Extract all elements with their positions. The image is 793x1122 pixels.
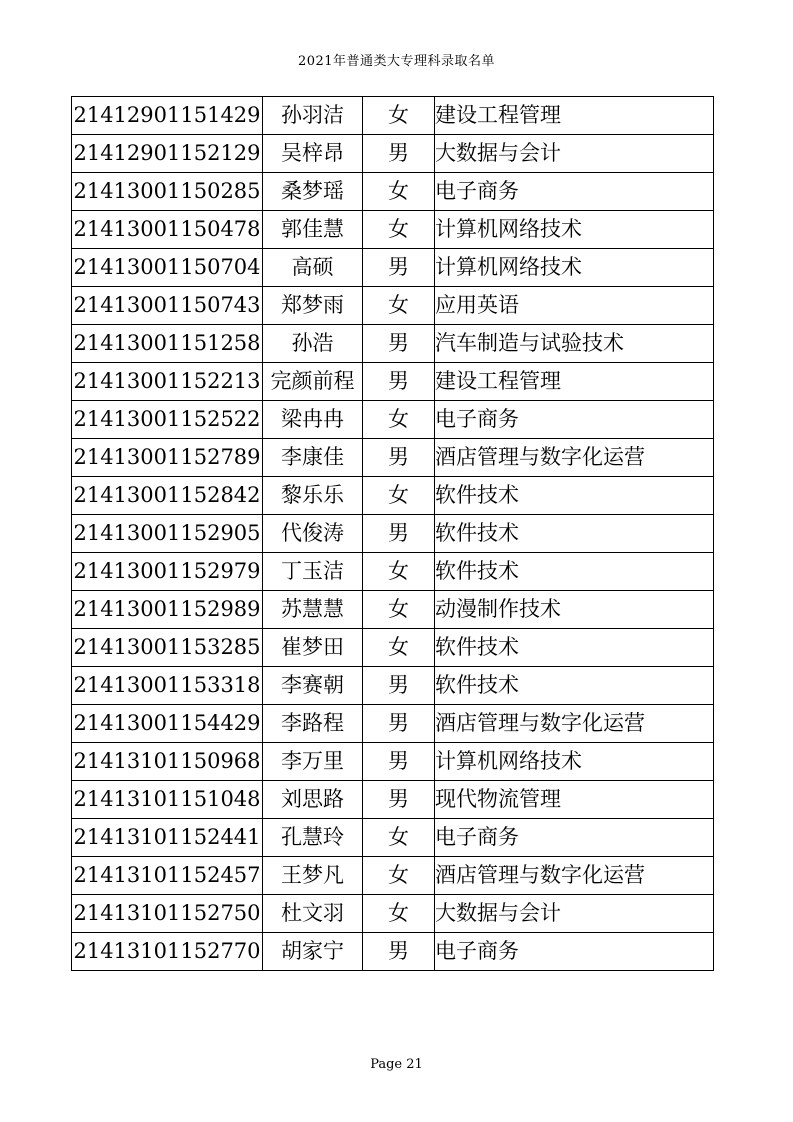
candidate-id-cell: 21413101152457	[72, 857, 263, 895]
candidate-id-cell: 21413101152770	[72, 933, 263, 971]
gender-cell: 女	[363, 477, 435, 515]
student-name-cell: 李赛朝	[263, 667, 363, 705]
major-cell: 计算机网络技术	[435, 249, 714, 287]
student-name-cell: 杜文羽	[263, 895, 363, 933]
candidate-id-cell: 21413001152213	[72, 363, 263, 401]
candidate-id-cell: 21413001152522	[72, 401, 263, 439]
student-name-cell: 郭佳慧	[263, 211, 363, 249]
table-row	[72, 515, 714, 553]
major-cell: 现代物流管理	[435, 781, 714, 819]
student-name-cell: 代俊涛	[263, 515, 363, 553]
student-name-cell: 孙羽洁	[263, 97, 363, 135]
major-cell: 软件技术	[435, 667, 714, 705]
major-cell: 酒店管理与数字化运营	[435, 439, 714, 477]
student-name-cell: 桑梦瑶	[263, 173, 363, 211]
candidate-id-cell: 21413001153318	[72, 667, 263, 705]
major-cell: 大数据与会计	[435, 135, 714, 173]
table-row	[72, 401, 714, 439]
gender-cell: 女	[363, 287, 435, 325]
table-row	[72, 211, 714, 249]
student-name-cell: 高硕	[263, 249, 363, 287]
candidate-id-cell: 21413001152842	[72, 477, 263, 515]
table-row	[72, 819, 714, 857]
gender-cell: 女	[363, 173, 435, 211]
gender-cell: 男	[363, 135, 435, 173]
student-name-cell: 胡家宁	[263, 933, 363, 971]
student-name-cell: 王梦凡	[263, 857, 363, 895]
table-row	[72, 287, 714, 325]
student-name-cell: 苏慧慧	[263, 591, 363, 629]
table-row	[72, 857, 714, 895]
gender-cell: 男	[363, 705, 435, 743]
major-cell: 计算机网络技术	[435, 743, 714, 781]
major-cell: 电子商务	[435, 933, 714, 971]
table-row	[72, 705, 714, 743]
table-row	[72, 553, 714, 591]
table-row	[72, 249, 714, 287]
candidate-id-cell: 21413001152789	[72, 439, 263, 477]
candidate-id-cell: 21413101151048	[72, 781, 263, 819]
major-cell: 酒店管理与数字化运营	[435, 857, 714, 895]
gender-cell: 女	[363, 591, 435, 629]
major-cell: 建设工程管理	[435, 97, 714, 135]
candidate-id-cell: 21413001150743	[72, 287, 263, 325]
candidate-id-cell: 21413001150285	[72, 173, 263, 211]
gender-cell: 女	[363, 553, 435, 591]
gender-cell: 男	[363, 439, 435, 477]
table-row	[72, 135, 714, 173]
table-row	[72, 477, 714, 515]
gender-cell: 女	[363, 629, 435, 667]
major-cell: 电子商务	[435, 819, 714, 857]
major-cell: 动漫制作技术	[435, 591, 714, 629]
student-name-cell: 李康佳	[263, 439, 363, 477]
student-name-cell: 孔慧玲	[263, 819, 363, 857]
major-cell: 建设工程管理	[435, 363, 714, 401]
student-name-cell: 李万里	[263, 743, 363, 781]
table-row	[72, 667, 714, 705]
major-cell: 计算机网络技术	[435, 211, 714, 249]
table-row	[72, 781, 714, 819]
major-cell: 应用英语	[435, 287, 714, 325]
candidate-id-cell: 21413001150478	[72, 211, 263, 249]
major-cell: 电子商务	[435, 173, 714, 211]
student-name-cell: 完颜前程	[263, 363, 363, 401]
candidate-id-cell: 21413001154429	[72, 705, 263, 743]
candidate-id-cell: 21413101152441	[72, 819, 263, 857]
student-name-cell: 吴梓昂	[263, 135, 363, 173]
major-cell: 大数据与会计	[435, 895, 714, 933]
major-cell: 软件技术	[435, 553, 714, 591]
student-name-cell: 丁玉洁	[263, 553, 363, 591]
page-number: Page 21	[370, 1057, 423, 1072]
table-row	[72, 325, 714, 363]
table-row	[72, 97, 714, 135]
candidate-id-cell: 21413001151258	[72, 325, 263, 363]
gender-cell: 男	[363, 933, 435, 971]
student-name-cell: 黎乐乐	[263, 477, 363, 515]
candidate-id-cell: 21413101152750	[72, 895, 263, 933]
gender-cell: 女	[363, 401, 435, 439]
major-cell: 软件技术	[435, 629, 714, 667]
student-name-cell: 孙浩	[263, 325, 363, 363]
candidate-id-cell: 21413001152979	[72, 553, 263, 591]
major-cell: 软件技术	[435, 477, 714, 515]
candidate-id-cell: 21413001150704	[72, 249, 263, 287]
table-row	[72, 895, 714, 933]
admission-table	[71, 96, 714, 971]
gender-cell: 男	[363, 363, 435, 401]
candidate-id-cell: 21413001153285	[72, 629, 263, 667]
candidate-id-cell: 21413001152989	[72, 591, 263, 629]
table-row	[72, 629, 714, 667]
table-row	[72, 439, 714, 477]
gender-cell: 男	[363, 325, 435, 363]
student-name-cell: 李路程	[263, 705, 363, 743]
gender-cell: 男	[363, 667, 435, 705]
admission-table-body	[72, 97, 714, 971]
candidate-id-cell: 21413001152905	[72, 515, 263, 553]
gender-cell: 男	[363, 781, 435, 819]
major-cell: 酒店管理与数字化运营	[435, 705, 714, 743]
table-row	[72, 933, 714, 971]
gender-cell: 女	[363, 895, 435, 933]
candidate-id-cell: 21412901151429	[72, 97, 263, 135]
major-cell: 软件技术	[435, 515, 714, 553]
major-cell: 电子商务	[435, 401, 714, 439]
student-name-cell: 崔梦田	[263, 629, 363, 667]
student-name-cell: 刘思路	[263, 781, 363, 819]
major-cell: 汽车制造与试验技术	[435, 325, 714, 363]
gender-cell: 女	[363, 97, 435, 135]
candidate-id-cell: 21413101150968	[72, 743, 263, 781]
table-row	[72, 363, 714, 401]
gender-cell: 男	[363, 743, 435, 781]
student-name-cell: 郑梦雨	[263, 287, 363, 325]
gender-cell: 男	[363, 515, 435, 553]
table-row	[72, 743, 714, 781]
gender-cell: 女	[363, 819, 435, 857]
student-name-cell: 梁冉冉	[263, 401, 363, 439]
page-title: 2021年普通类大专理科录取名单	[297, 54, 496, 69]
gender-cell: 女	[363, 211, 435, 249]
candidate-id-cell: 21412901152129	[72, 135, 263, 173]
table-row	[72, 173, 714, 211]
table-row	[72, 591, 714, 629]
gender-cell: 男	[363, 249, 435, 287]
gender-cell: 女	[363, 857, 435, 895]
